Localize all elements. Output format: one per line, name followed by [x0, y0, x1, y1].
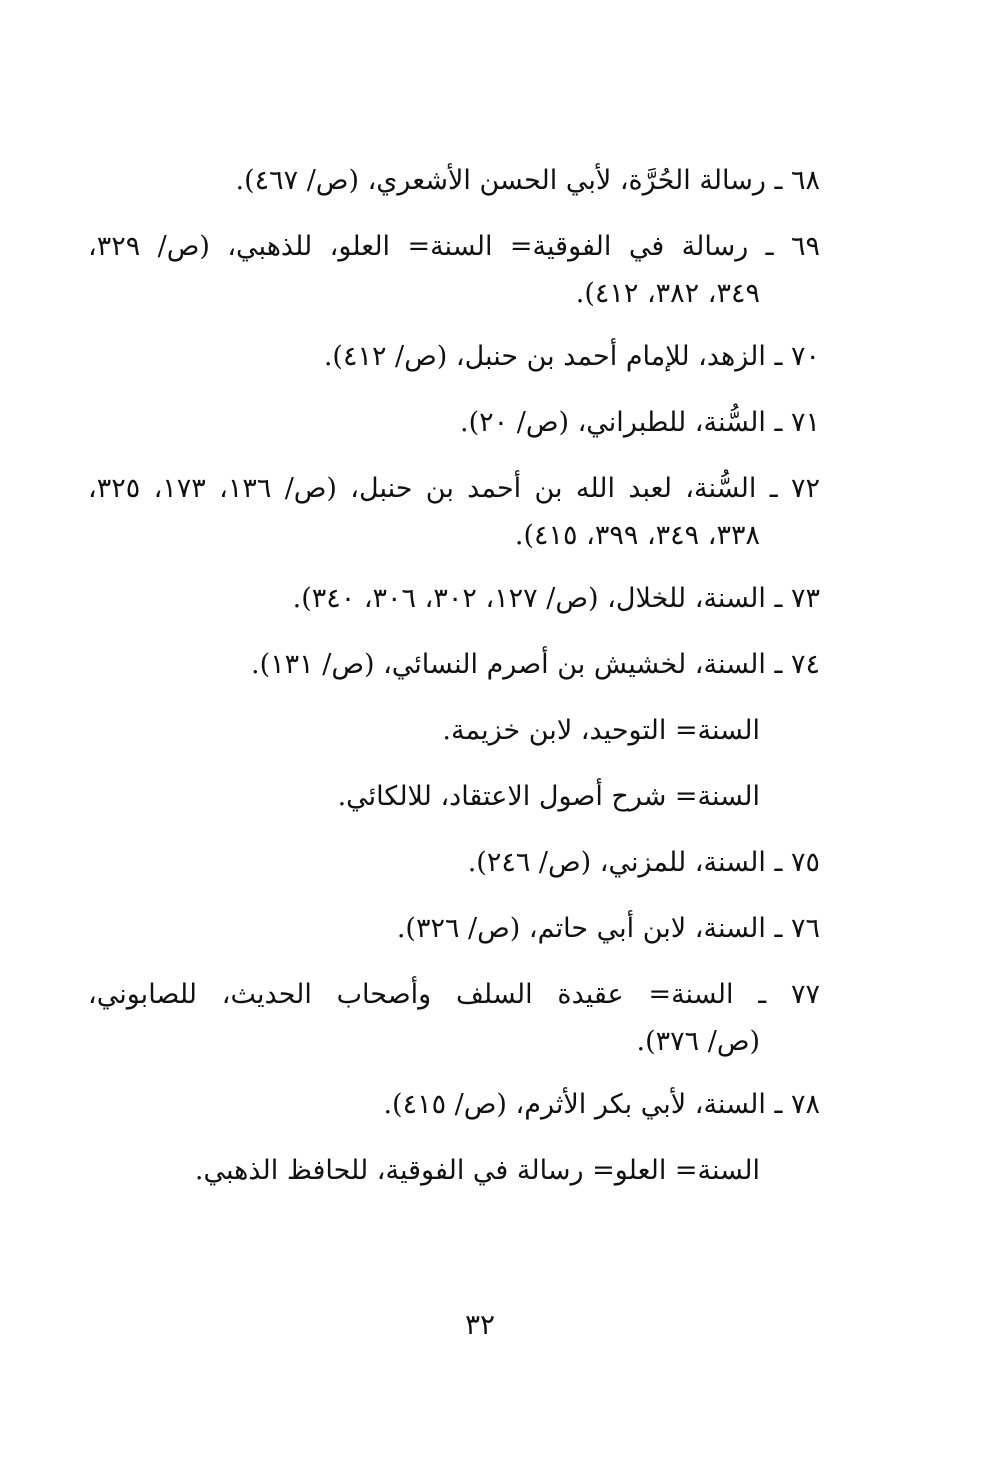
cross-reference-sharh: السنة= شرح أصول الاعتقاد، للالكائي. [337, 781, 760, 812]
entry-72: ٧٢ ـ السُّنة، لعبد الله بن أحمد بن حنبل، (ص/ ١٣٦، ١٧٣، ٣٢٥، [88, 473, 820, 504]
entry-77-continuation: (ص/ ٣٧٦). [636, 1026, 760, 1057]
entry-69-continuation: ٣٤٩، ٣٨٢، ٤١٢). [575, 278, 760, 309]
entry-74: ٧٤ ـ السنة، لخشيش بن أصرم النسائي، (ص/ ١٣١). [251, 649, 820, 680]
entry-73: ٧٣ ـ السنة، للخلال، (ص/ ١٢٧، ٣٠٢، ٣٠٦، ٣٤٠). [292, 583, 820, 614]
cross-reference-uluw: السنة= العلو= رسالة في الفوقية، للحافظ الذهبي. [194, 1155, 760, 1186]
entry-69: ٦٩ ـ رسالة في الفوقية= السنة= العلو، للذهبي، (ص/ ٣٢٩، [88, 231, 820, 262]
page-number: ٣٢ [464, 1308, 496, 1341]
bibliography-list [88, 150, 820, 1202]
entry-76: ٧٦ ـ السنة، لابن أبي حاتم، (ص/ ٣٢٦). [396, 913, 820, 944]
entry-70: ٧٠ ـ الزهد، للإمام أحمد بن حنبل، (ص/ ٤١٢). [323, 341, 820, 372]
entry-72-continuation: ٣٣٨، ٣٤٩، ٣٩٩، ٤١٥). [514, 520, 760, 551]
entry-75: ٧٥ ـ السنة، للمزني، (ص/ ٢٤٦). [467, 847, 820, 878]
entry-78: ٧٨ ـ السنة، لأبي بكر الأثرم، (ص/ ٤١٥). [383, 1089, 820, 1120]
entry-68: ٦٨ ـ رسالة الحُرَّة، لأبي الحسن الأشعري، (ص/ ٤٦٧). [235, 165, 820, 196]
entry-77: ٧٧ ـ السنة= عقيدة السلف وأصحاب الحديث، للصابوني، [88, 979, 820, 1010]
cross-reference-tawhid: السنة= التوحيد، لابن خزيمة. [442, 715, 760, 746]
entry-71: ٧١ ـ السُّنة، للطبراني، (ص/ ٢٠). [460, 407, 820, 438]
